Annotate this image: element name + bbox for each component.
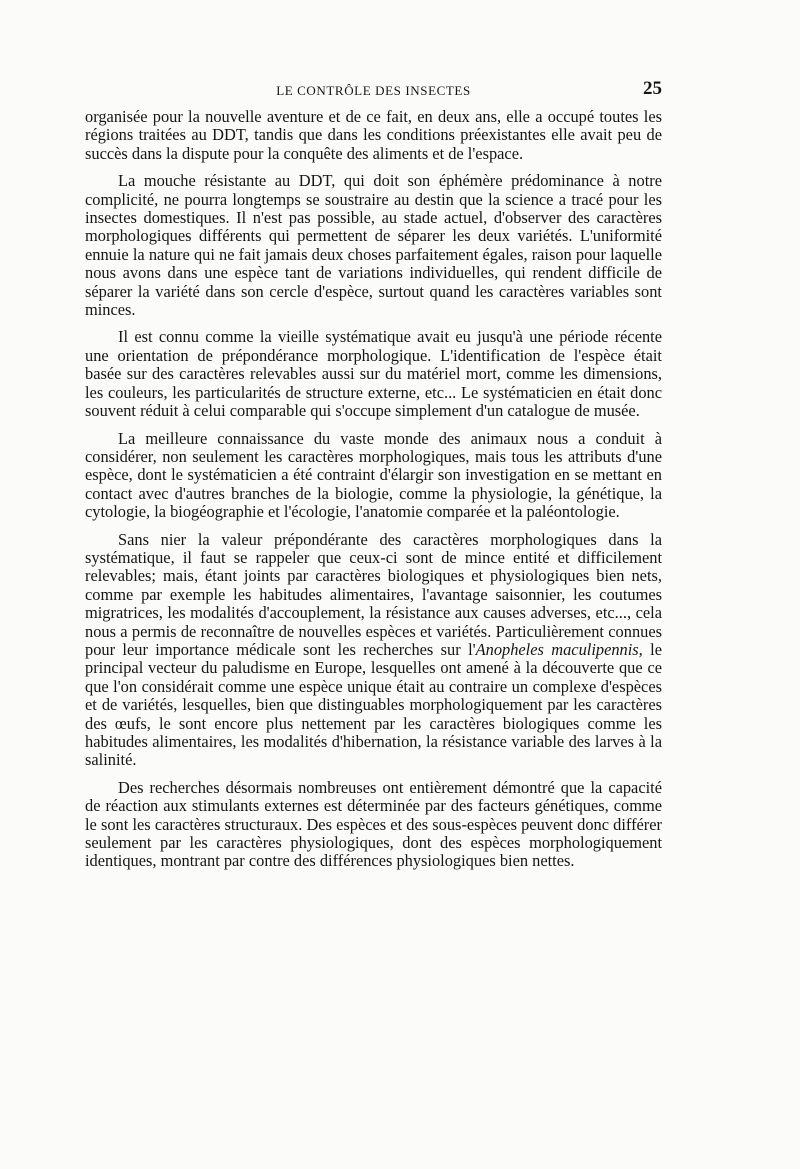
paragraph-text-part: Sans nier la valeur prépondérante des caractères morphologiques dans la systématique, il faut se rappeler que ceux-ci sont de mince entité et difficilement relevables; mais, étant joints par caractères biologiques et physiologiques bien nets, comme par exemple les habitudes alimentaires, l'avantage saisonnier, les coutumes migratrices, les modalités d'accouplement, la résistance aux causes adverses, etc..., cela nous a permis de reconnaître de nouvelles espèces et variétés. Particulièrement connues pour leur importance médicale sont les recherches sur l' — [85, 529, 662, 659]
paragraph-morphological-characters — [85, 531, 662, 770]
running-head — [85, 78, 662, 104]
paragraph-text-part: le principal vecteur du paludisme en Europe, lesquelles ont amené à la découverte que ce que l'on considérait comme une espèce unique était au contraire un complexe d'espèces et de variétés, lesquelles, bien que distinguables morphologiquement par les caractères des œufs, le sont encore plus nettement par les caractères biologiques comme les habitudes alimentaires, les modalités d'hibernation, la résistance variable des larves à la salinité. — [85, 639, 662, 770]
paragraph-old-systematics: Il est connu comme la vieille systématique avait eu jusqu'à une période récente une orientation de prépondérance morphologique. L'identification de l'espèce était basée sur des caractères relevables aussi sur du matériel mort, comme les dimensions, les couleurs, les particularités de structure externe, etc... Le systématicien en était donc souvent réduit à celui comparable qui s'occupe simplement d'un catalogue de musée. — [85, 327, 662, 421]
species-name-italic: Anopheles maculipennis, — [475, 639, 643, 659]
paragraph-continued: organisée pour la nouvelle aventure et de ce fait, en deux ans, elle a occupé toutes les régions traitées au DDT, tandis que dans les conditions préexistantes elle avait peu de succès dans la dispute pour la conquête des aliments et de l'espace. — [85, 107, 662, 163]
paragraph-ddt-resistant-fly: La mouche résistante au DDT, qui doit son éphémère prédominance à notre complicité, ne pourra longtemps se soustraire au destin que la science a tracé pour les insectes domestiques. Il n'est pas possible, au stade actuel, d'observer des caractères morphologiques différents qui permettent de séparer les deux variétés. L'uniformité ennuie la nature qui ne fait jamais deux choses parfaitement égales, raison pour laquelle nous avons dans une espèce tant de variations individuelles, qui rendent difficile de séparer la variété dans son cercle d'espèce, surtout quand les caractères variables sont minces. — [85, 171, 662, 320]
paragraph-animal-world: La meilleure connaissance du vaste monde des animaux nous a conduit à considérer, non seulement les caractères morphologiques, mais tous les attributs d'une espèce, dont le systématicien a été contraint d'élargir son investigation en se mettant en contact avec d'autres branches de la biologie, comme la physiologie, la génétique, la cytologie, la biogéographie et l'écologie, l'anatomie comparée et la paléontologie. — [85, 428, 662, 522]
page-number: 25 — [643, 78, 662, 99]
running-title: LE CONTRÔLE DES INSECTES — [276, 83, 471, 98]
paragraph-genetic-factors: Des recherches désormais nombreuses ont entièrement démontré que la capacité de réaction aux stimulants externes est déterminée par des facteurs génétiques, comme le sont les caractères structuraux. Des espèces et des sous-espèces peuvent donc différer seulement par les caractères physiologiques, dont des espèces morphologiquement identiques, montrant par contre des différences physiologiques bien nettes. — [85, 777, 662, 871]
book-page — [85, 78, 662, 880]
